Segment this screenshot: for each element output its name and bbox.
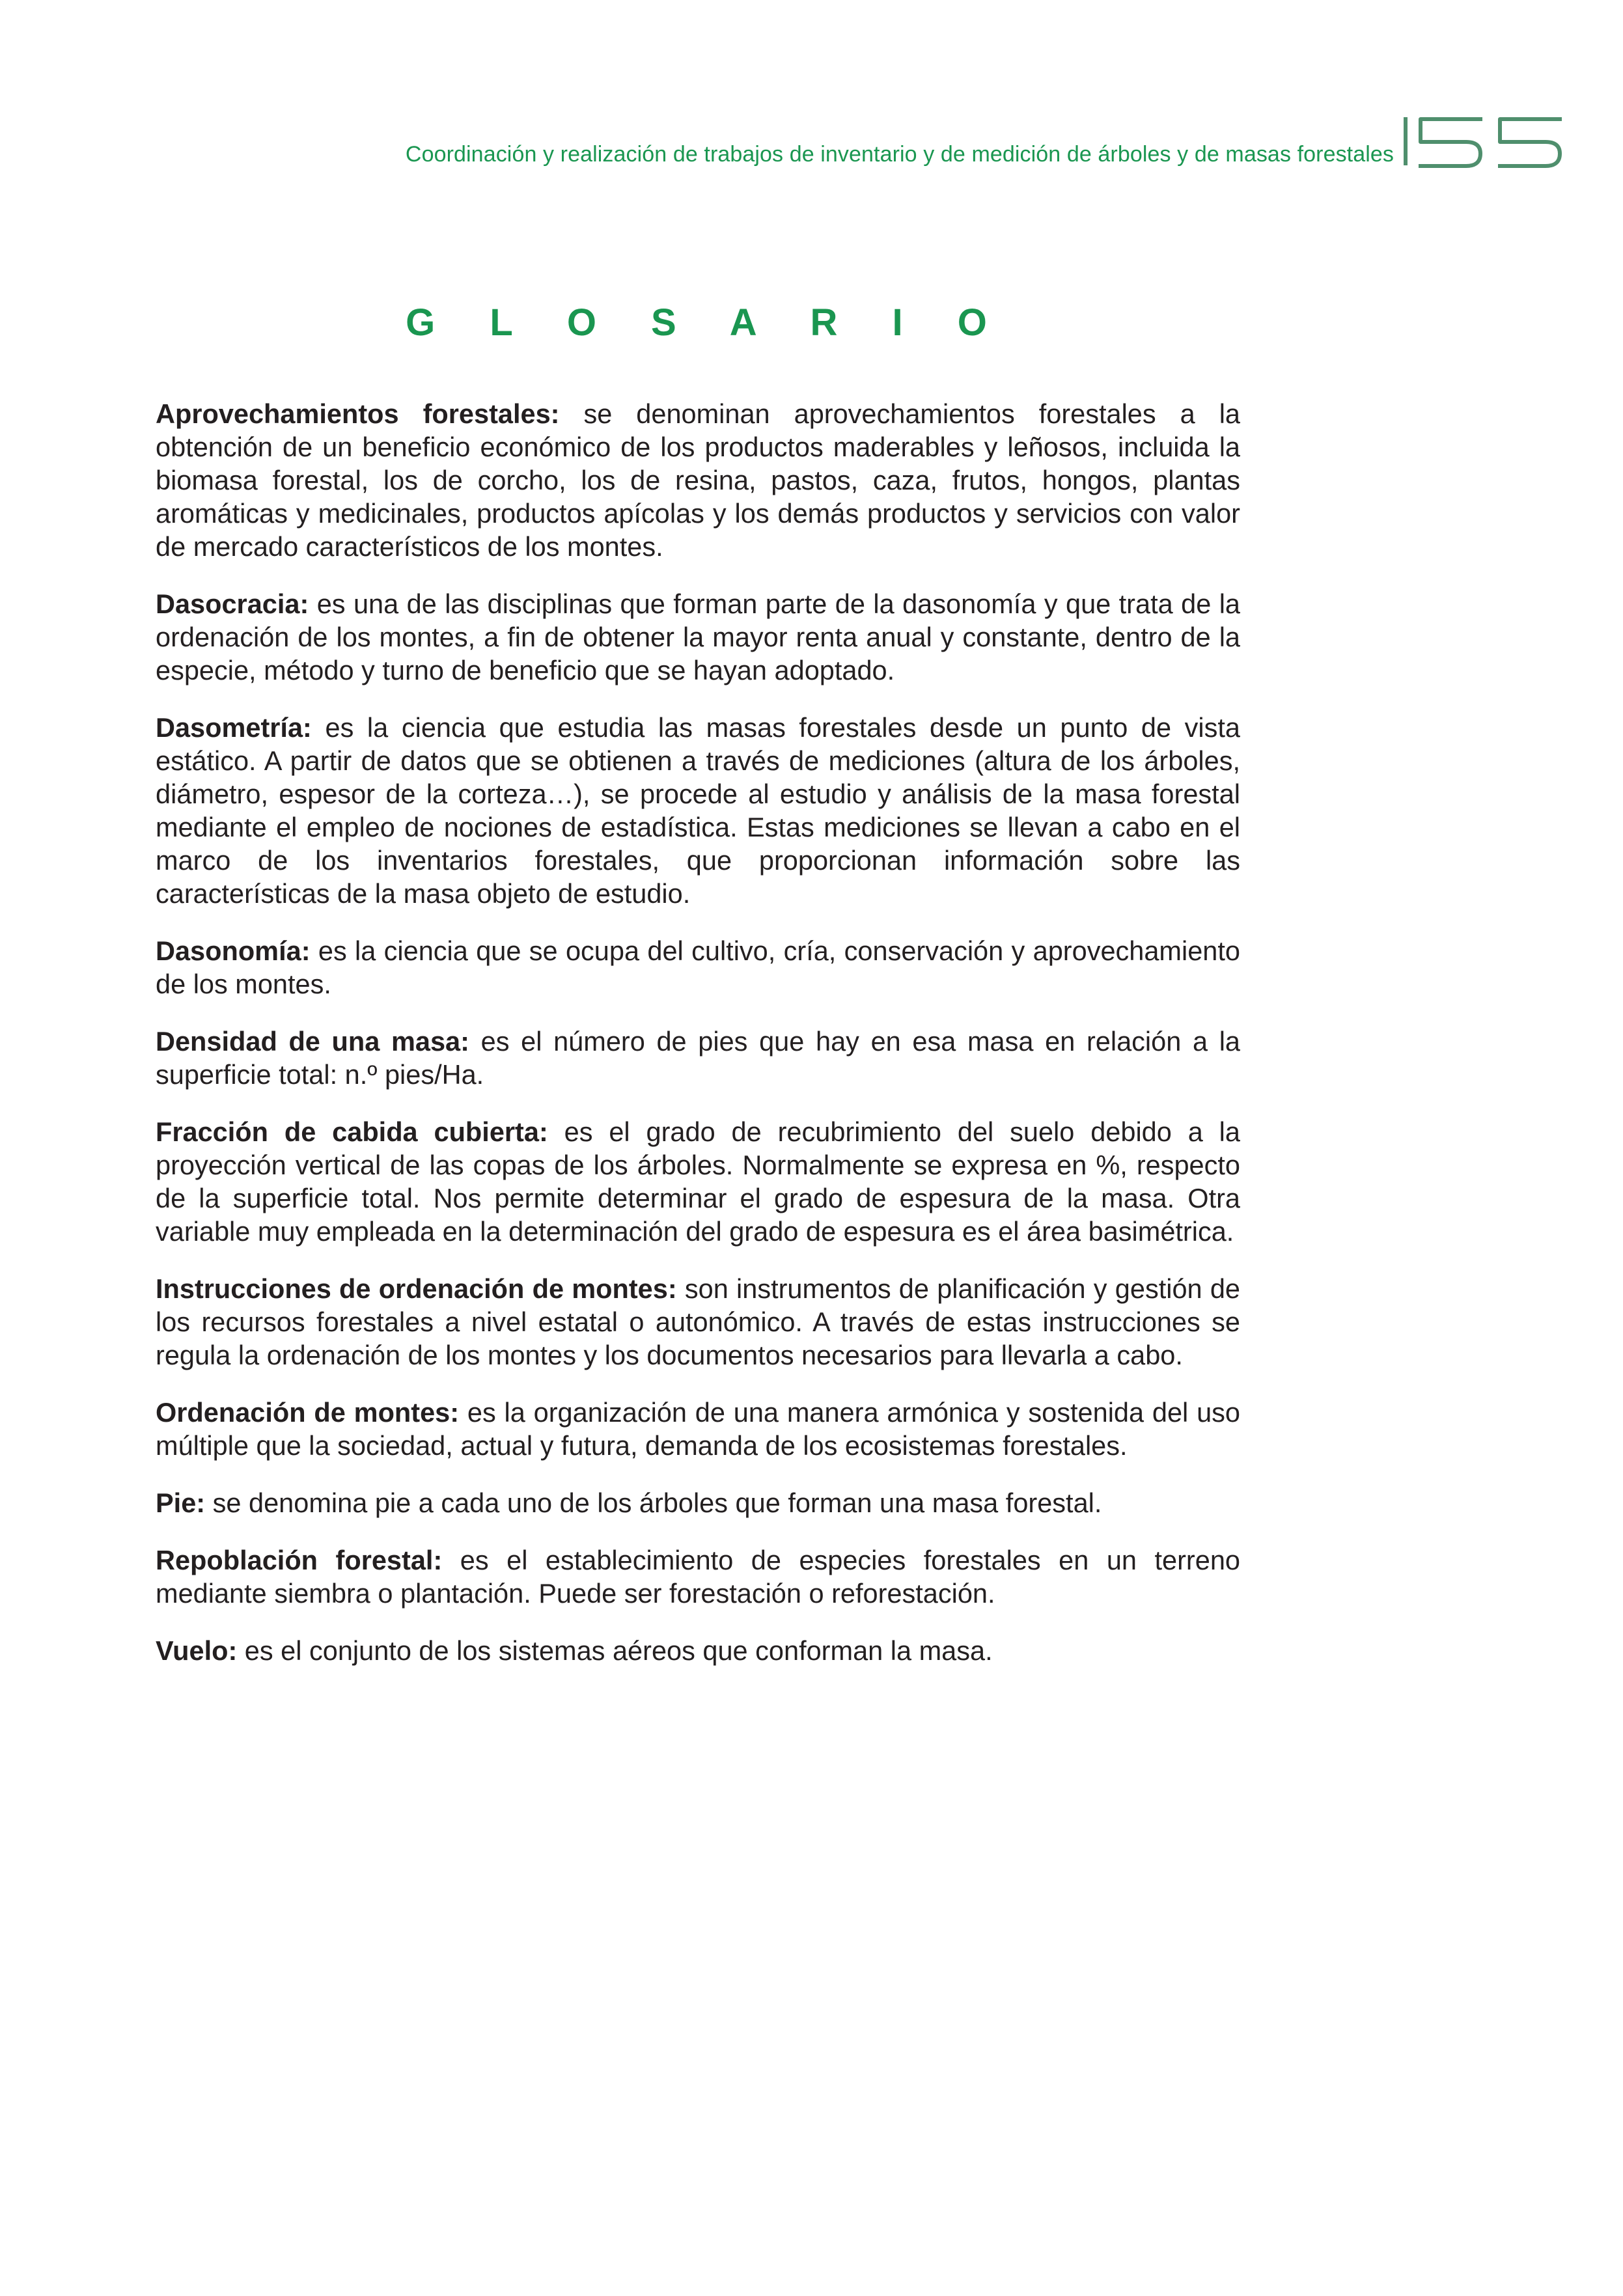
- glossary-definition: se denomina pie a cada uno de los árboles que forman una masa forestal.: [205, 1487, 1102, 1518]
- glossary-term: Densidad de una masa:: [156, 1026, 469, 1057]
- glossary-entry: [156, 1486, 1240, 1519]
- page-number: [1415, 116, 1565, 169]
- glossary-definition: es la ciencia que se ocupa del cultivo, cría, conservación y aprovechamiento de los montes.: [156, 935, 1240, 999]
- glossary-entry: [156, 1543, 1240, 1610]
- page-header: [0, 111, 1623, 182]
- glossary-term: Dasocracia:: [156, 588, 309, 619]
- glossary-term: Ordenación de montes:: [156, 1397, 460, 1428]
- glossary-entry: [156, 1272, 1240, 1372]
- header-divider: [1404, 117, 1408, 165]
- glossary-term: Vuelo:: [156, 1635, 238, 1666]
- glossary-term: Fracción de cabida cubierta:: [156, 1116, 548, 1147]
- glossary-definition: es el número de pies que hay en esa masa en relación a la superficie total: n.º pies/Ha.: [156, 1026, 1240, 1090]
- glossary-term: Pie:: [156, 1487, 206, 1518]
- glossary-entry: [156, 1025, 1240, 1091]
- glossary-term: Dasonomía:: [156, 935, 311, 966]
- glossary-definition: son instrumentos de planificación y gestión de los recursos forestales a nivel estatal o autonómico. A través de estas instrucciones se regula la ordenación de los montes y los documentos necesarios para llevarla a cabo.: [156, 1273, 1240, 1370]
- glossary-term: Repoblación forestal:: [156, 1545, 443, 1575]
- glossary-entry: [156, 1396, 1240, 1462]
- glossary-entry: [156, 1115, 1240, 1248]
- glossary-definition: es la ciencia que estudia las masas forestales desde un punto de vista estático. A partir de datos que se obtienen a través de mediciones (altura de los árboles, diámetro, espesor de la corteza…), se procede al estudio y análisis de la masa forestal mediante el empleo de nociones de estadística. Estas mediciones se llevan a cabo en el marco de los inventarios forestales, que proporcionan información sobre las características de la masa objeto de estudio.: [156, 712, 1240, 909]
- glossary-entry: [156, 711, 1240, 910]
- glossary-definition: es el grado de recubrimiento del suelo debido a la proyección vertical de las copas de los árboles. Normalmente se expresa en %, respecto de la superficie total. Nos permite determinar el grado de espesura de la masa. Otra variable muy empleada en la determinación del grado de espesura es el área basimétrica.: [156, 1116, 1240, 1247]
- glossary-definition: es la organización de una manera armónica y sostenida del uso múltiple que la sociedad, actual y futura, demanda de los ecosistemas forestales.: [156, 1397, 1240, 1461]
- glossary-entry: [156, 397, 1240, 563]
- glossary-list: [156, 397, 1240, 1691]
- glossary-term: Dasometría:: [156, 712, 312, 743]
- glossary-title: G L O S A R I O: [406, 301, 1009, 344]
- running-title: Coordinación y realización de trabajos de inventario y de medición de árboles y de masas forestales: [405, 142, 1394, 167]
- glossary-term: Aprovechamientos forestales:: [156, 398, 560, 429]
- glossary-term: Instrucciones de ordenación de montes:: [156, 1273, 677, 1304]
- glossary-definition: es el conjunto de los sistemas aéreos que conforman la masa.: [237, 1635, 993, 1666]
- glossary-definition: es una de las disciplinas que forman parte de la dasonomía y que trata de la ordenación de los montes, a fin de obtener la mayor renta anual y constante, dentro de la especie, método y turno de beneficio que se hayan adoptado.: [156, 588, 1240, 685]
- glossary-entry: [156, 934, 1240, 1001]
- glossary-entry: [156, 587, 1240, 687]
- glossary-entry: [156, 1634, 1240, 1667]
- glossary-definition: se denominan aprovechamientos forestales a la obtención de un beneficio económico de los productos maderables y leñosos, incluida la biomasa forestal, los de corcho, los de resina, pastos, caza, frutos, hongos, plantas aromáticas y medicinales, productos apícolas y los demás productos y servicios con valor de mercado característicos de los montes.: [156, 398, 1240, 562]
- glossary-definition: es el establecimiento de especies forestales en un terreno mediante siembra o plantación. Puede ser forestación o reforestación.: [156, 1545, 1240, 1609]
